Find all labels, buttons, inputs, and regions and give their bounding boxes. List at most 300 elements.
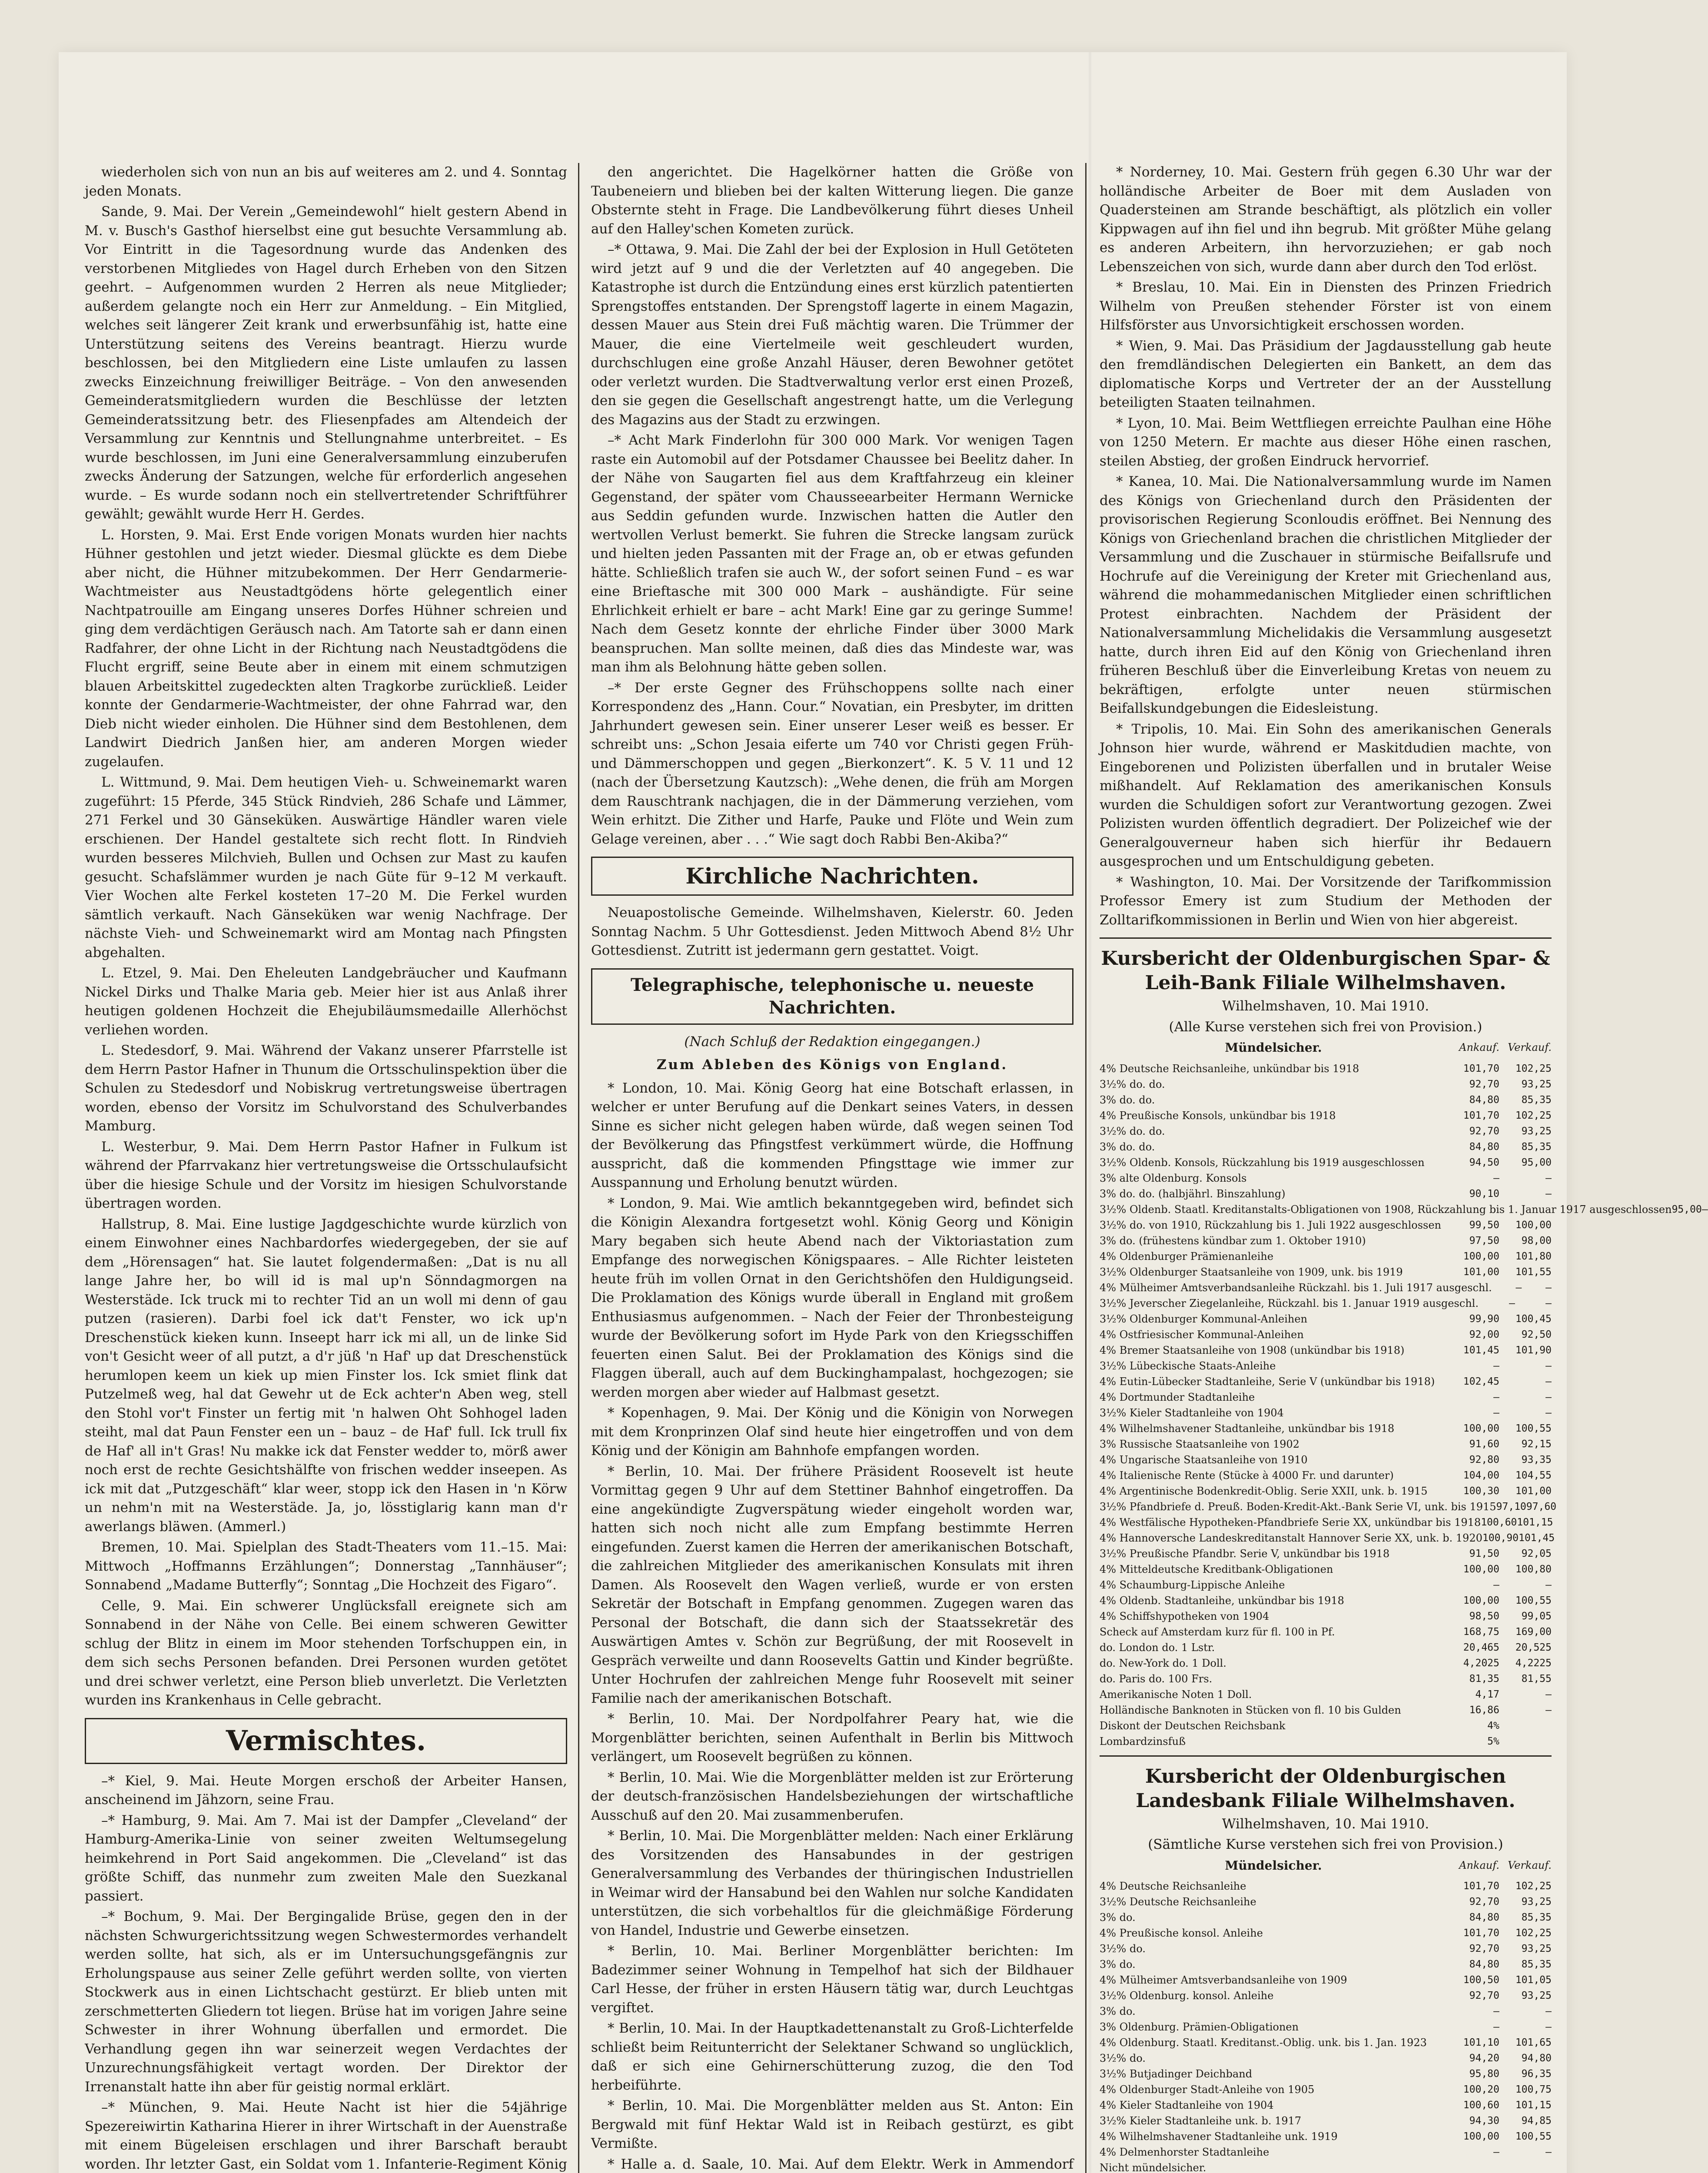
rate-row — [1100, 1687, 1552, 1702]
rate-name: 4% Oldenburger Stadt-Anleihe von 1905 — [1100, 2083, 1315, 2096]
rate-name: 4% Mitteldeutsche Kreditbank-Obligationen — [1100, 1563, 1333, 1575]
rate-name: 3½% do. do. — [1100, 1125, 1165, 1137]
article-paragraph: –* Der erste Gegner des Frühschoppens sollte nach einer Korrespondenz des „Hann. Cour.“ Novatian, ein Presbyter, im dritten Jahrhundert gewesen sein. Einer unserer Leser weiß es besser. Er schreibt uns: „Schon Jesaia eiferte um 740 vor Christi gegen Früh- und Dämmerschoppen und gegen „Bierkonzert“. K. 5 V. 11 und 12 (nach der Übersetzung Kautzsch): „Wehe denen, die früh am Morgen dem Rauschtrank nachjagen, die in der Dämmerung verziehen, vom Wein erhitzt. Die Zither und Harfe, Pauke und Flöte und Wein zum Gelage vereinen, aber . . .“ Wie sagt doch Rabbi Ben-Akiba?“ — [591, 680, 1073, 847]
rate-buy: — — [1493, 1172, 1499, 1184]
rate-row — [1100, 1671, 1552, 1687]
rate-sell: 92,50 — [1521, 1329, 1552, 1340]
section-title-telegraph: Telegraphische, telephonische u. neueste Nachrichten. — [591, 968, 1073, 1025]
rate-buy: 100,00 — [1463, 1595, 1499, 1606]
rate-sell: 100,55 — [1515, 2131, 1552, 2142]
rate-sell: — — [1545, 2021, 1552, 2033]
rate-sell: 101,05 — [1515, 1974, 1552, 1986]
rate-sell: 100,55 — [1515, 1595, 1552, 1606]
article-paragraph: * Berlin, 10. Mai. Die Morgenblätter melden: Nach einer Erklärung des Vorsitzenden des Hansabundes in der gestrigen Generalversammlung des Verbandes der thüringischen Industriellen in Weimar wird der Hansabund bei den Wahlen nur solche Kandidaten unterstützen, die sich vorbehaltlos für die gleichmäßige Förderung von Handel, Industrie und Gewerbe einsetzen. — [591, 1828, 1073, 1938]
rate-sell: 102,25 — [1515, 1110, 1552, 1121]
article-paragraph: wiederholen sich von nun an bis auf weiteres am 2. und 4. Sonntag jeden Monats. — [85, 164, 567, 199]
rate-sell: 100,75 — [1515, 2084, 1552, 2095]
rate-name: 3½% Lübeckische Staats-Anleihe — [1100, 1359, 1276, 1372]
rate-name: 3% do. — [1100, 1958, 1136, 1970]
rate-sell: 96,35 — [1521, 2068, 1552, 2080]
rate-buy: 101,00 — [1463, 1266, 1499, 1278]
rate-row — [1100, 1910, 1552, 1925]
column-rule — [578, 163, 579, 2173]
bank-report-1-col-b: Verkauf. — [1508, 1041, 1552, 1053]
rate-buy: 101,10 — [1463, 2037, 1499, 2048]
rate-row — [1100, 1342, 1552, 1358]
bank-report-2-col-b: Verkauf. — [1508, 1859, 1552, 1871]
rate-sell: 85,35 — [1521, 1912, 1552, 1923]
rate-name: 4% Mülheimer Amtsverbandsanleihe von 1909 — [1100, 1974, 1347, 1986]
rate-sell: 4,2225 — [1515, 1657, 1552, 1669]
telegraph-subtitle: (Nach Schluß der Redaktion eingegangen.) — [684, 1033, 980, 1050]
rate-buy: 100,00 — [1463, 1250, 1499, 1262]
article-paragraph: –* Bochum, 9. Mai. Der Bergingalide Brüse, gegen den in der nächsten Schwurgerichtssitzung wegen Schwestermordes verhandelt werden sollte, hat sich, als er im Untersuchungsgefängnis zur Erholungspause aus seiner Zelle geführt werden sollte, von vierten Stockwerk aus in einen Lichtschacht gestürzt. Er blieb unten mit zerschmetterten Gliedern tot liegen. Brüse hat im vorigen Jahre seine Schwester in ihrer Wohnung überfallen und ermordet. Die Verhandlung gegen ihn war seinerzeit wegen Verdachtes der Unzurechnungsfähigkeit vertagt worden. Der Direktor der Irrenanstalt hatte ihn aber für geistig normal erklärt. — [85, 1909, 567, 2095]
rate-row — [1100, 1327, 1552, 1342]
rate-sell: 102,25 — [1515, 1881, 1552, 1892]
rate-row — [1100, 2082, 1552, 2097]
rate-name: 4% Eutin-Lübecker Stadtanleihe, Serie V (unkündbar bis 1918) — [1100, 1375, 1435, 1388]
rate-buy: 100,20 — [1463, 2084, 1499, 2095]
bank-report-1-header — [1100, 1038, 1552, 1057]
article-paragraph: * Kopenhagen, 9. Mai. Der König und die Königin von Norwegen mit dem Kronprinzen Olaf sind heute hier eingetroffen und von dem König und der Königin am Bahnhofe empfangen worden. — [591, 1405, 1073, 1459]
rate-sell: — — [1545, 1376, 1552, 1387]
rate-sell: 100,55 — [1515, 1422, 1552, 1434]
rate-buy: 94,30 — [1469, 2115, 1499, 2126]
rate-buy: 99,90 — [1469, 1313, 1499, 1325]
rate-buy: 4,2025 — [1463, 1657, 1499, 1669]
rate-sell: — — [1545, 1407, 1552, 1419]
rate-sell: 81,55 — [1521, 1673, 1552, 1685]
rate-name: 3% do. do. — [1100, 1140, 1155, 1153]
rate-buy: 92,70 — [1469, 1990, 1499, 2001]
rate-name: 4% Ostfriesischer Kommunal-Anleihen — [1100, 1328, 1304, 1341]
article-paragraph: * Berlin, 10. Mai. Der Nordpolfahrer Peary hat, wie die Morgenblätter berichten, seinen Aufenthalt in Berlin bis Mittwoch verlängert, um Roosevelt begrüßen zu können. — [591, 1711, 1073, 1764]
rate-buy: 91,50 — [1469, 1548, 1499, 1559]
rate-row — [1100, 1530, 1555, 1546]
rate-row — [1100, 1108, 1552, 1123]
rate-buy: 91,60 — [1469, 1438, 1499, 1450]
rate-sell: 101,15 — [1515, 2100, 1552, 2111]
rate-buy: 100,90 — [1482, 1532, 1519, 1544]
rate-sell: 95,00 — [1521, 1156, 1552, 1168]
rate-buy: 90,10 — [1469, 1188, 1499, 1199]
rate-row — [1100, 1202, 1708, 1217]
rate-name: 4% Argentinische Bodenkredit-Oblig. Serie XXII, unk. b. 1915 — [1100, 1485, 1428, 1497]
article-paragraph: Sande, 9. Mai. Der Verein „Gemeindewohl“ hielt gestern Abend in M. v. Busch's Gasthof hierselbst eine gut besuchte Versammlung ab. Vor Eintritt in die Tagesordnung wurde das Andenken des verstorbenen Mitgliedes von Hagel durch Erheben von den Sitzen geehrt. – Aufgenommen wurden 2 Herren als neue Mitglieder; außerdem gelangte noch ein Herr zur Anmeldung. – Ein Mitglied, welches seit längerer Zeit krank und erwerbsunfähig ist, hatte eine Unterstützung seitens des Vereins beantragt. Hierzu wurde beschlossen, bei den Mitgliedern eine Liste umlaufen zu lassen zwecks Einzeichnung freiwilliger Beiträge. – Von den anwesenden Gemeinderatsmitgliedern wurden die Beschlüsse der letzten Gemeinderatssitzung betr. des Fliesenpfades am Altendeich der Versammlung zur Kenntnis und Stellungnahme unterbreitet. – Es wurde beschlossen, im Juni eine Generalversammlung einzuberufen zwecks Änderung der Satzungen, welche für erforderlich angesehen wurde. – Es wurde sodann noch ein stellvertretender Schriftführer gewählt; gewählt wurde Herr H. Gerdes. — [85, 204, 567, 522]
rate-row — [1100, 1515, 1552, 1530]
section-title-vermischtes: Vermischtes. — [85, 1718, 567, 1764]
middle-column — [591, 163, 1073, 2173]
rate-name: Scheck auf Amsterdam kurz für fl. 100 in Pf. — [1100, 1625, 1335, 1638]
rate-name: 3% Russische Staatsanleihe von 1902 — [1100, 1438, 1300, 1450]
article-paragraph: * London, 10. Mai. König Georg hat eine Botschaft erlassen, in welcher er unter Berufung auf die Denkart seines Vaters, in dessen Sinne es sicher nicht gelegen haben würde, daß wegen seinen Tod der Bevölkerung das Pfingstfest verkümmert würde, die Hoffnung ausspricht, daß die kommenden Pfingsttage wie immer zur Ausspannung und Erholung benutzt würden. — [591, 1080, 1073, 1190]
right-column — [1100, 163, 1708, 2173]
rate-name: Nicht mündelsicher. — [1100, 2162, 1206, 2173]
rate-buy: — — [1515, 1282, 1522, 1293]
bank-report-2-heading: Mündelsicher. — [1225, 1858, 1322, 1873]
rate-sell: — — [1545, 1282, 1552, 1293]
rate-name: 3% alte Oldenburg. Konsols — [1100, 1172, 1247, 1184]
rate-buy: — — [1493, 2146, 1499, 2158]
rate-row — [1100, 1374, 1552, 1389]
rate-name: 4% Ungarische Staatsanleihe von 1910 — [1100, 1453, 1308, 1466]
rate-buy: 92,80 — [1469, 1454, 1499, 1465]
rate-row — [1100, 1608, 1552, 1624]
rate-name: 3½% Oldenburger Kommunal-Anleihen — [1100, 1312, 1308, 1325]
rate-name: 4% Kieler Stadtanleihe von 1904 — [1100, 2099, 1274, 2111]
rate-buy: 95,80 — [1469, 2068, 1499, 2080]
rate-row — [1100, 1734, 1552, 1749]
telegraph-news-continued — [1100, 163, 1552, 939]
rate-buy: — — [1493, 1579, 1499, 1591]
rate-sell: 97,60 — [1526, 1501, 1557, 1512]
article-paragraph: * Kanea, 10. Mai. Die Nationalversammlung wurde im Namen des Königs von Griechenland durch den Präsidenten der provisorischen Regierung Sconloudis eröffnet. Bei Nennung des Königs von Griechenland brachen die christlichen Mitglieder der Versammlung und die Zuschauer in stürmische Beifallsrufe und Hochrufe auf die Vereinigung der Kreter mit Griechenland aus, während die mohammedanischen Mitglieder einen schriftlichen Protest einbrachten. Nachdem der Präsident der Nationalversammlung Michelidakis die Versammlung ausgesetzt hatte, durch ihren Eid auf den König von Griechenland ihren früheren Beschluß über die Einverleibung Kretas von neuem zu bekräftigen, erfolgte unter neuen stürmischen Beifallskundgebungen die Eidesleistung. — [1100, 474, 1552, 716]
vermischtes-block — [85, 1772, 567, 2173]
rate-name: Amerikanische Noten 1 Doll. — [1100, 1688, 1252, 1701]
rate-buy: 168,75 — [1463, 1626, 1499, 1638]
rate-name: 3½% Oldenburg. konsol. Anleihe — [1100, 1990, 1274, 2002]
rate-buy: 100,00 — [1463, 1422, 1499, 1434]
rate-sell: 93,25 — [1521, 1896, 1552, 1907]
rate-buy: 101,70 — [1463, 1063, 1499, 1074]
rate-sell: 101,45 — [1519, 1532, 1555, 1544]
article-paragraph: * Wien, 9. Mai. Das Präsidium der Jagdausstellung gab heute den fremdländischen Delegierten ein Bankett, an dem das diplomatische Korps und Vertreter der an der Ausstellung beteiligten Staaten teilnahmen. — [1100, 338, 1552, 410]
rate-row — [1100, 1593, 1552, 1608]
rate-row — [1100, 1264, 1552, 1280]
rate-row — [1100, 2066, 1552, 2082]
article-paragraph: –* Kiel, 9. Mai. Heute Morgen erschoß der Arbeiter Hansen, anscheinend im Jähzorn, seine Frau. — [85, 1773, 567, 1808]
rate-row — [1100, 2004, 1552, 2019]
article-paragraph: –* Hamburg, 9. Mai. Am 7. Mai ist der Dampfer „Cleveland“ der Hamburg-Amerika-Linie von seiner zweiten Weltumsegelung heimkehrend in Port Said angekommen. Die „Cleveland“ ist das größte Schiff, das nunmehr zum zweiten Male den Suezkanal passiert. — [85, 1812, 567, 1904]
rate-buy: — — [1493, 1407, 1499, 1419]
rate-name: 4% Deutsche Reichsanleihe — [1100, 1880, 1246, 1892]
rate-row — [1100, 1389, 1552, 1405]
rate-name: 3% do. — [1100, 2005, 1136, 2017]
rate-sell: — — [1545, 1704, 1552, 1716]
rate-sell: 100,00 — [1515, 1219, 1552, 1231]
rate-buy: 84,80 — [1469, 1094, 1499, 1106]
rate-sell: 100,80 — [1515, 1563, 1552, 1575]
rate-buy — [1447, 2160, 1499, 2173]
rate-buy: 98,50 — [1469, 1610, 1499, 1622]
article-paragraph: L. Horsten, 9. Mai. Erst Ende vorigen Monats wurden hier nachts Hühner gestohlen und jetzt wieder. Diesmal glückte es dem Diebe aber nicht, die Hühner mitzubekommen. Der Herr Gendarmerie-Wachtmeister aus Neustadtgödens hörte gelegentlich einer Nachtpatrouille am Eingang unseres Dorfes Hühner schreien und ging dem verdächtigen Geräusch nach. Am Tatorte sah er dann einen Radfahrer, der ohne Licht in der Richtung nach Neustadtgödens die Flucht ergriff, seine Beute aber in einem mit einem schmutzigen blauen Arbeitskittel zugedeckten alten Tragkorbe zurückließ. Leider konnte der Gendarmerie-Wachtmeister, der ohne Fahrrad war, den Dieb nicht wieder einholen. Die Hühner sind dem Bestohlenen, dem Landwirt Diedrich Janßen hier, am anderen Morgen wieder zugelaufen. — [85, 527, 567, 770]
rate-row — [1100, 2019, 1552, 2035]
rate-sell: 85,35 — [1521, 1141, 1552, 1153]
rate-buy: 102,45 — [1463, 1376, 1499, 1387]
article-paragraph: Hallstrup, 8. Mai. Eine lustige Jagdgeschichte wurde kürzlich von einem Einwohner eines Nachbardorfes wiedergegeben, der sie auf dem „Hörensagen“ hat. Sie lautet folgendermaßen: „Dat is nu all lange Jahre her, bo will id is mal up'n Sönndagmorgen na Westerstäde. Ick truck mi to rechter Tid an un woll mi denn of gau putzen (rasieren). Darbi foel ick dat't Fenster, wo ick up'n Dreschenstück kieken kunn. Inseept harr ick mi all, un de linke Sid von't Gesicht weer of all putzt, a d'r jüß 'n Haf' up dat Dreschenstück herumlopen keem un kiek up mien Finster los. Ick smiet flink dat Putzelmeß weg, hal dat Gewehr ut de Eck achter'n Aben weg, stell den Stohl vor't Finster un fertig mit 'n halwen Oht Sohhogel laden steiht, mal dat Paun Fenster een un – bauz – de Haf' full. Ick trull fix de Haf' all in't Gras! Nu makke ick dat Fenster wedder to, mörß awer noch erst de rechte Gesichtshälfte von frischen wedder inseepen. As ick mit dat „Putzgeschäft“ klar weer, stopp ick den Hasen in 'n Körw un nehm'n mit na Westerstäde. Ja, jo, lösstiglarig kann man d'r awerlangs bläwen. (Ammerl.) — [85, 1216, 567, 1535]
rate-row — [1100, 1280, 1552, 1296]
rate-sell: 92,05 — [1521, 1548, 1552, 1559]
rate-name: 3% do. — [1100, 1911, 1136, 1924]
rate-row — [1100, 1077, 1552, 1092]
rate-sell: 20,525 — [1515, 1641, 1552, 1653]
misc-news-block — [591, 163, 1073, 849]
bank-report-1 — [1100, 947, 1708, 1757]
rate-sell: — — [1545, 2146, 1552, 2158]
rate-buy: 101,45 — [1463, 1344, 1499, 1356]
article-paragraph: * Halle a. d. Saale, 10. Mai. Auf dem Elektr. Werk in Ammendorf — [608, 2156, 1073, 2172]
rate-row — [1100, 1562, 1552, 1577]
rate-row — [1100, 1546, 1552, 1562]
rate-buy: 100,00 — [1463, 2131, 1499, 2142]
bank-report-1-col-a: Ankauf. — [1459, 1041, 1499, 1053]
section-title-church: Kirchliche Nachrichten. — [591, 857, 1073, 896]
rate-sell: — — [1545, 1688, 1552, 1700]
rate-buy: 16,86 — [1469, 1704, 1499, 1716]
rate-name: 4% Preußische Konsols, unkündbar bis 1918 — [1100, 1109, 1336, 1122]
rate-row — [1100, 1186, 1552, 1202]
rate-buy: — — [1509, 1297, 1515, 1309]
rate-row — [1100, 1123, 1552, 1139]
rate-name: do. New-York do. 1 Doll. — [1100, 1657, 1226, 1669]
rate-sell: 99,05 — [1521, 1610, 1552, 1622]
rate-name: 3½% Preußische Pfandbr. Serie V, unkündbar bis 1918 — [1100, 1547, 1390, 1560]
article-paragraph: * Berlin, 10. Mai. In der Hauptkadettenanstalt zu Groß-Lichterfelde schließt beim Reitunterricht der Selektaner Schwand so unglücklich, daß er sich eine Gehirnerschütterung zuzog, die den Tod herbeiführte. — [591, 2020, 1073, 2093]
rate-sell: 104,55 — [1515, 1469, 1552, 1481]
rate-name: 4% Wilhelmshavener Stadtanleihe, unkündbar bis 1918 — [1100, 1422, 1395, 1435]
rate-sell: 94,85 — [1521, 2115, 1552, 2126]
rate-sell: 101,65 — [1515, 2037, 1552, 2048]
page-fold-shadow — [1089, 52, 1091, 2173]
rate-name: 3½% Oldenb. Konsols, Rückzahlung bis 1919 ausgeschlossen — [1100, 1156, 1425, 1169]
rate-row — [1100, 1217, 1552, 1233]
rate-row — [1100, 1640, 1552, 1655]
telegraph-headline: Zum Ableben des Königs von England. — [656, 1057, 1008, 1073]
rate-sell: 102,25 — [1515, 1927, 1552, 1939]
bank-report-2-note: (Sämtliche Kurse verstehen sich frei von Provision.) — [1148, 1837, 1503, 1852]
rate-row — [1100, 1061, 1552, 1077]
article-paragraph: * Berlin, 10. Mai. Der frühere Präsident Roosevelt ist heute Vormittag gegen 9 Uhr auf dem Stettiner Bahnhof eingetroffen. Da eine angekündigte Zugverspätung wieder eingeholt worden war, hatten sich noch nicht alle zum Empfang bestimmte Herren eingefunden. Zuerst kamen die Herren der amerikanischen Botschaft, die zahlreichen Mitglieder des amerikanischen Konsulats mit ihren Damen. Als Roosevelt den Wagen verließ, wurde er von ersten Sekretär der Botschaft in Empfang genommen. Zugegen waren das Personal der Botschaft, die dann sich der Staatssekretär des Auswärtigen Amtes v. Schön zur Begrüßung, der mit Roosevelt in Gespräch verweilte und dann Roosevelts Gattin und Kinder begrüßte. Unter Hochrufen der zahlreichen Menge fuhr Roosevelt mit seiner Familie nach der amerikanischen Botschaft. — [591, 1463, 1073, 1706]
rate-name: 4% Deutsche Reichsanleihe, unkündbar bis 1918 — [1100, 1062, 1359, 1075]
rate-buy: 100,60 — [1481, 1516, 1517, 1528]
rate-buy: 100,60 — [1463, 2100, 1499, 2111]
rate-row — [1100, 1421, 1552, 1436]
article-paragraph: * London, 9. Mai. Wie amtlich bekanntgegeben wird, befindet sich die Königin Alexandra fortgesetzt wohl. König Georg und Königin Mary begaben sich heute Abend nach der Viktoriastation zum Empfange des norwegischen Königspaares. – Alle Richter leisteten heute früh im vollen Ornat in den Gerichtshöfen den Huldigungseid. Die Proklamation des Königs wurde überall in England mit großem Enthusiasmus aufgenommen. – Nach der Feier der Thronbesteigung wurde der Bevölkerung sofort im Hyde Park von den Kriegsschiffen feuerten einen Salut. Bei der Proklamation des Königs sind die Flaggen überall, auch auf dem Buckinghampalast, hochgezogen; sie werden morgen aber wieder auf Halbmast gesetzt. — [591, 1195, 1073, 1400]
rate-sell: 92,15 — [1521, 1438, 1552, 1450]
rate-buy: 101,70 — [1463, 1110, 1499, 1121]
rate-name: 4% Oldenburg. Staatl. Kreditanst.-Oblig. unk. bis 1. Jan. 1923 — [1100, 2037, 1427, 2049]
rate-sell: 101,15 — [1517, 1516, 1553, 1528]
rate-row — [1100, 1233, 1552, 1249]
rate-sell: 93,25 — [1521, 1943, 1552, 1954]
rate-buy: — — [1493, 2006, 1499, 2017]
rate-name: Lombardzinsfuß — [1100, 1735, 1186, 1748]
article-paragraph: den angerichtet. Die Hagelkörner hatten die Größe von Taubeneiern und blieben bei der kalten Witterung liegen. Die ganze Obsternte steht in Frage. Die Landbevölkerung führt dieses Unheil auf den Halley'schen Kometen zurück. — [591, 164, 1073, 237]
rate-buy: — — [1493, 1391, 1499, 1403]
rate-sell: — — [1545, 1579, 1552, 1591]
article-paragraph: –* Ottawa, 9. Mai. Die Zahl der bei der Explosion in Hull Getöteten wird jetzt auf 9 und die der Verletzten auf 40 angegeben. Die Katastrophe ist durch die Entzündung eines erst kürzlich patentierten Sprengstoffes entstanden. Der Sprengstoff lagerte in einem Magazin, dessen Mauer aus Stein drei Fuß mächtig waren. Die Trümmer der Mauer, die eine Viertelmeile weit geschleudert wurden, durchschlugen eine große Anzahl Häuser, deren Bewohner getötet oder verletzt wurden. Die Stadtverwaltung verlor erst einen Prozeß, den sie gegen die Gesellschaft angestrengt hatte, um die Verlegung des Magazins aus der Stadt zu erzwingen. — [591, 242, 1073, 428]
rate-buy: 4% — [1487, 1720, 1499, 1731]
rate-name: 3½% Oldenb. Staatl. Kreditanstalts-Obligationen von 1908, Rückzahlung bis 1. Januar 1917 ausgeschlossen — [1100, 1203, 1672, 1216]
rate-row — [1100, 1577, 1552, 1593]
bank-report-1-dateline: Wilhelmshaven, 10. Mai 1910. — [1222, 998, 1429, 1014]
rate-buy: 104,00 — [1463, 1469, 1499, 1481]
rate-sell: 101,55 — [1515, 1266, 1552, 1278]
article-paragraph: –* Acht Mark Finderlohn für 300 000 Mark. Vor wenigen Tagen raste ein Automobil auf der Potsdamer Chaussee bei Beelitz daher. In der Nähe von Saugarten fiel aus dem Kraftfahrzeug ein kleiner Gegenstand, der später vom Chausseearbeiter Hermann Wernicke aus Seddin gefunden wurde. Inzwischen hatten die Autler den wertvollen Verlust bemerkt. Sie fuhren die Strecke langsam zurück und hielten jeden Passanten mit der Frage an, ob er etwas gefunden hätte. Schließlich trafen sie auch W., der sofort seinen Fund – es war eine Brieftasche mit 300 000 Mark – aushändigte. Für seine Ehrlichkeit erhielt er bare – acht Mark! Eine gar zu geringe Summe! Nach dem Gesetz konnte der ehrliche Finder über 3000 Mark beanspruchen. Man sollte meinen, daß dies das Mindeste war, was man ihm als Belohnung hätte geben sollen. — [591, 432, 1073, 675]
rate-buy: 95,00 — [1671, 1203, 1702, 1215]
newspaper-page — [59, 52, 1708, 2173]
rate-row — [1100, 1718, 1552, 1734]
rate-buy: 84,80 — [1469, 1912, 1499, 1923]
rate-row — [1100, 2113, 1552, 2129]
article-paragraph: L. Wittmund, 9. Mai. Dem heutigen Vieh- u. Schweinemarkt waren zugeführt: 15 Pferde, 345 Stück Rindvieh, 286 Schafe und Lämmer, 271 Ferkel und 30 Gänseküken. Auswärtige Händler waren viele erschienen. Der Handel gestaltete sich recht flott. In Rindvieh wurden besseres Milchvieh, Bullen und Ochsen zur Mast zu kaufen gesucht. Schafslämmer wurden je nach Güte für 9–12 M verkauft. Vier Wochen alte Ferkel kosteten 17–20 M. Die Ferkel wurden sämtlich verkauft. Nach Gänseküken war wenig Nachfrage. Der nächste Vieh- und Schweinemarkt wird am Montag nach Pfingsten abgehalten. — [85, 774, 567, 960]
rate-row — [1100, 1249, 1552, 1264]
rate-row — [1100, 1358, 1552, 1374]
rate-name: 4% Schaumburg-Lippische Anleihe — [1100, 1578, 1285, 1591]
rate-sell: 93,25 — [1521, 1990, 1552, 2001]
rate-row — [1100, 2097, 1552, 2113]
rate-row — [1100, 1957, 1552, 1972]
rate-buy: 5% — [1487, 1735, 1499, 1747]
left-column — [85, 163, 567, 2173]
rate-buy: 4,17 — [1475, 1688, 1499, 1700]
rate-name: 3½% Pfandbriefe d. Preuß. Boden-Kredit-Akt.-Bank Serie VI, unk. bis 1915 — [1100, 1500, 1496, 1513]
rate-sell — [1499, 1734, 1552, 1749]
rate-name: 3½% Kieler Stadtanleihe unk. b. 1917 — [1100, 2115, 1302, 2127]
rate-sell: — — [1545, 1297, 1552, 1309]
rate-name: 3% do. (frühestens kündbar zum 1. Oktober 1910) — [1100, 1234, 1366, 1247]
article-paragraph: Bremen, 10. Mai. Spielplan des Stadt-Theaters vom 11.–15. Mai: Mittwoch „Hoffmanns Erzählungen“; Donnerstag „Tannhäuser“; Sonnabend „Madame Butterfly“; Sonntag „Die Hochzeit des Figaro“. — [85, 1539, 567, 1593]
article-paragraph: * Berlin, 10. Mai. Berliner Morgenblätter berichten: Im Badezimmer seiner Wohnung in Tempelhof hat sich der Bildhauer Carl Hesse, der früher in ersten Häusern tätig war, durch Leuchtgas vergiftet. — [591, 1943, 1073, 2016]
rate-buy: 94,50 — [1469, 1156, 1499, 1168]
rate-name: 4% Wilhelmshavener Stadtanleihe unk. 1919 — [1100, 2130, 1338, 2143]
rate-row — [1100, 1311, 1552, 1327]
bank-report-1-note: (Alle Kurse verstehen sich frei von Provision.) — [1169, 1019, 1482, 1035]
rate-sell: — — [1545, 1391, 1552, 1403]
bank-report-2-table — [1100, 1878, 1552, 2173]
article-paragraph: L. Stedesdorf, 9. Mai. Während der Vakanz unserer Pfarrstelle ist dem Herrn Pastor Hafner in Thunum die Ortsschulinspektion über die Schulen zu Stedesdorf und Nobiskrug vertretungsweise übertragen worden, ebenso der Vorsitz im Schulvorstand des Schulverbandes Mamburg. — [85, 1043, 567, 1134]
article-paragraph: Celle, 9. Mai. Ein schwerer Unglücksfall ereignete sich am Sonnabend in der Nähe von Celle. Bei einem schweren Gewitter schlug der Blitz in einem im Moor stehenden Torfschuppen ein, in dem sich sechs Personen befanden. Drei Personen wurden getötet und drei schwer verletzt, eine Person blieb unverletzt. Die Verletzten wurden ins Krankenhaus in Celle gebracht. — [85, 1598, 567, 1708]
article-paragraph: * Breslau, 10. Mai. Ein in Diensten des Prinzen Friedrich Wilhelm von Preußen stehender Förster ist von einem Hilfsförster aus Unvorsichtigkeit erschossen worden. — [1100, 279, 1552, 333]
article-paragraph: * Washington, 10. Mai. Der Vorsitzende der Tarifkommission Professor Emery ist zum Studium der Methoden der Zolltarifkommissionen in Berlin und Wien von hier abgereist. — [1100, 874, 1552, 928]
rate-name: do. London do. 1 Lstr. — [1100, 1641, 1215, 1654]
bank-report-2-dateline: Wilhelmshaven, 10. Mai 1910. — [1222, 1816, 1429, 1832]
rate-buy: 20,465 — [1463, 1641, 1499, 1653]
rate-row — [1100, 1702, 1552, 1718]
rate-row — [1100, 1878, 1552, 1894]
rate-name: 4% Oldenburger Prämienanleihe — [1100, 1250, 1274, 1263]
rate-name: 3½% do. von 1910, Rückzahlung bis 1. Juli 1922 ausgeschlossen — [1100, 1219, 1442, 1231]
rate-buy: 100,50 — [1463, 1974, 1499, 1986]
rate-buy: 97,50 — [1469, 1235, 1499, 1246]
rate-row — [1100, 1499, 1557, 1515]
rate-row — [1100, 1405, 1552, 1421]
rate-name: 4% Delmenhorster Stadtanleihe — [1100, 2146, 1269, 2158]
rate-row — [1100, 1925, 1552, 1941]
rate-row — [1100, 1941, 1552, 1957]
rate-name: 4% Dortmunder Stadtanleihe — [1100, 1391, 1255, 1403]
rate-row — [1100, 1468, 1552, 1483]
bank-report-2-col-a: Ankauf. — [1459, 1859, 1499, 1871]
rate-name: Diskont der Deutschen Reichsbank — [1100, 1719, 1286, 1732]
bank-report-1-table — [1100, 1061, 1708, 1749]
rate-sell: 98,00 — [1521, 1235, 1552, 1246]
rate-sell: — — [1701, 1203, 1708, 1215]
rate-row — [1100, 2160, 1552, 2173]
bank-report-2 — [1100, 1764, 1552, 2173]
rate-sell: 94,80 — [1521, 2053, 1552, 2064]
rate-name: 4% Bremer Staatsanleihe von 1908 (unkündbar bis 1918) — [1100, 1344, 1405, 1356]
rate-row — [1100, 1972, 1552, 1988]
rate-row — [1100, 1092, 1552, 1108]
bank-report-1-heading: Mündelsicher. — [1225, 1040, 1322, 1055]
rate-sell: — — [1545, 1172, 1552, 1184]
rate-sell: 169,00 — [1515, 1626, 1552, 1638]
rate-name: 3% do. do. (halbjährl. Binszahlung) — [1100, 1187, 1286, 1200]
rate-buy: 84,80 — [1469, 1959, 1499, 1970]
rate-name: 4% Hannoversche Landeskreditanstalt Hannover Serie XX, unk. b. 1920 — [1100, 1532, 1482, 1544]
rate-sell: 100,45 — [1515, 1313, 1552, 1325]
article-paragraph: * Norderney, 10. Mai. Gestern früh gegen 6.30 Uhr war der holländische Arbeiter de Boer mit dem Ausladen von Quadersteinen am Strande beschäftigt, als plötzlich ein voller Kippwagen auf ihn fiel und ihn begrub. Mit größter Mühe gelang es anderen Arbeitern, ihn hervorzuziehen; er gab noch Lebenszeichen von sich, wurde dann aber durch den Tod erlöst. — [1100, 164, 1552, 275]
rate-row — [1100, 2035, 1552, 2050]
rate-sell: 101,80 — [1515, 1250, 1552, 1262]
article-paragraph: L. Westerbur, 9. Mai. Dem Herrn Pastor Hafner in Fulkum ist während der Pfarrvakanz hier vertretungsweise die Ortsschulaufsicht über die hiesige Schule und der Vorsitz im hiesigen Schulvorstande übertragen worden. — [85, 1139, 567, 1211]
rate-row — [1100, 1155, 1552, 1170]
rate-sell: 102,25 — [1515, 1063, 1552, 1074]
rate-name: 3½% Kieler Stadtanleihe von 1904 — [1100, 1406, 1284, 1419]
rate-row — [1100, 1483, 1552, 1499]
rate-buy: 81,35 — [1469, 1673, 1499, 1685]
bank-report-2-title: Kursbericht der Oldenburgischen Landesbank Filiale Wilhelmshaven. — [1136, 1765, 1515, 1812]
rate-sell: 101,00 — [1515, 1485, 1552, 1497]
rate-buy: 101,70 — [1463, 1881, 1499, 1892]
rate-name: 3½% do. — [1100, 1943, 1146, 1955]
rate-name: 3½% do. — [1100, 2052, 1146, 2064]
rate-name: Holländische Banknoten in Stücken von fl. 10 bis Gulden — [1100, 1704, 1401, 1716]
rate-row — [1100, 1436, 1552, 1452]
article-paragraph: * Lyon, 10. Mai. Beim Wettfliegen erreichte Paulhan eine Höhe von 1250 Metern. Er machte aus dieser Höhe einen raschen, steilen Abstieg, der großen Eindruck hervorrief. — [1100, 415, 1552, 469]
rate-name: 4% Mülheimer Amtsverbandsanleihe Rückzahl. bis 1. Juli 1917 ausgeschl. — [1100, 1281, 1492, 1294]
rate-name: 3½% Butjadinger Deichband — [1100, 2068, 1253, 2080]
rate-buy: 99,50 — [1469, 1219, 1499, 1231]
church-notice: Neuapostolische Gemeinde. Wilhelmshaven, Kielerstr. 60. Jeden Sonntag Nachm. 5 Uhr Gottesdienst. Jeden Mittwoch Abend 8½ Uhr Gottesdienst. Zutritt ist jedermann gern gestattet. Voigt. — [591, 905, 1073, 958]
rate-name: 3½% do. do. — [1100, 1078, 1165, 1090]
rate-buy: 94,20 — [1469, 2053, 1499, 2064]
rate-sell: — — [1545, 1360, 1552, 1372]
bank-report-2-header — [1100, 1856, 1552, 1875]
rate-sell: 85,35 — [1521, 1959, 1552, 1970]
rate-buy: 92,70 — [1469, 1125, 1499, 1137]
rate-buy: 84,80 — [1469, 1141, 1499, 1153]
rate-name: 3% do. do. — [1100, 1093, 1155, 1106]
rate-row — [1100, 1452, 1552, 1468]
rate-row — [1100, 1296, 1552, 1311]
rate-name: 3% Oldenburg. Prämien-Obligationen — [1100, 2021, 1299, 2033]
rate-sell — [1499, 2160, 1552, 2173]
rate-buy: — — [1493, 1360, 1499, 1372]
rate-sell: 93,25 — [1521, 1125, 1552, 1137]
rate-buy: 92,70 — [1469, 1078, 1499, 1090]
rate-name: 4% Schiffshypotheken von 1904 — [1100, 1610, 1269, 1622]
rate-sell: — — [1545, 2006, 1552, 2017]
rate-row — [1100, 1988, 1552, 2004]
local-news-block — [85, 163, 567, 1710]
bank-report-1-title: Kursbericht der Oldenburgischen Spar- & Leih-Bank Filiale Wilhelmshaven. — [1101, 947, 1550, 994]
rate-buy: 101,70 — [1463, 1927, 1499, 1939]
rate-name: 4% Preußische konsol. Anleihe — [1100, 1927, 1263, 1939]
rate-row — [1100, 1894, 1552, 1910]
rate-name: 4% Oldenb. Stadtanleihe, unkündbar bis 1918 — [1100, 1594, 1344, 1607]
rate-name: 3½% Oldenburger Staatsanleihe von 1909, unk. bis 1919 — [1100, 1266, 1403, 1278]
rate-buy: 92,70 — [1469, 1943, 1499, 1954]
rate-name: do. Paris do. 100 Frs. — [1100, 1672, 1213, 1685]
column-rule — [1085, 163, 1087, 2173]
rate-sell: — — [1545, 1188, 1552, 1199]
rate-buy: — — [1493, 2021, 1499, 2033]
rate-sell: 85,35 — [1521, 1094, 1552, 1106]
article-paragraph: L. Etzel, 9. Mai. Den Eheleuten Landgebräucher und Kaufmann Nickel Dirks und Thalke Maria geb. Meier hier ist aus Anlaß ihrer heutigen goldenen Hochzeit die Ehejubiläumsmedaille Allerhöchst verliehen worden. — [85, 965, 567, 1038]
rate-name: 4% Westfälische Hypotheken-Pfandbriefe Serie XX, unkündbar bis 1918 — [1100, 1516, 1481, 1528]
